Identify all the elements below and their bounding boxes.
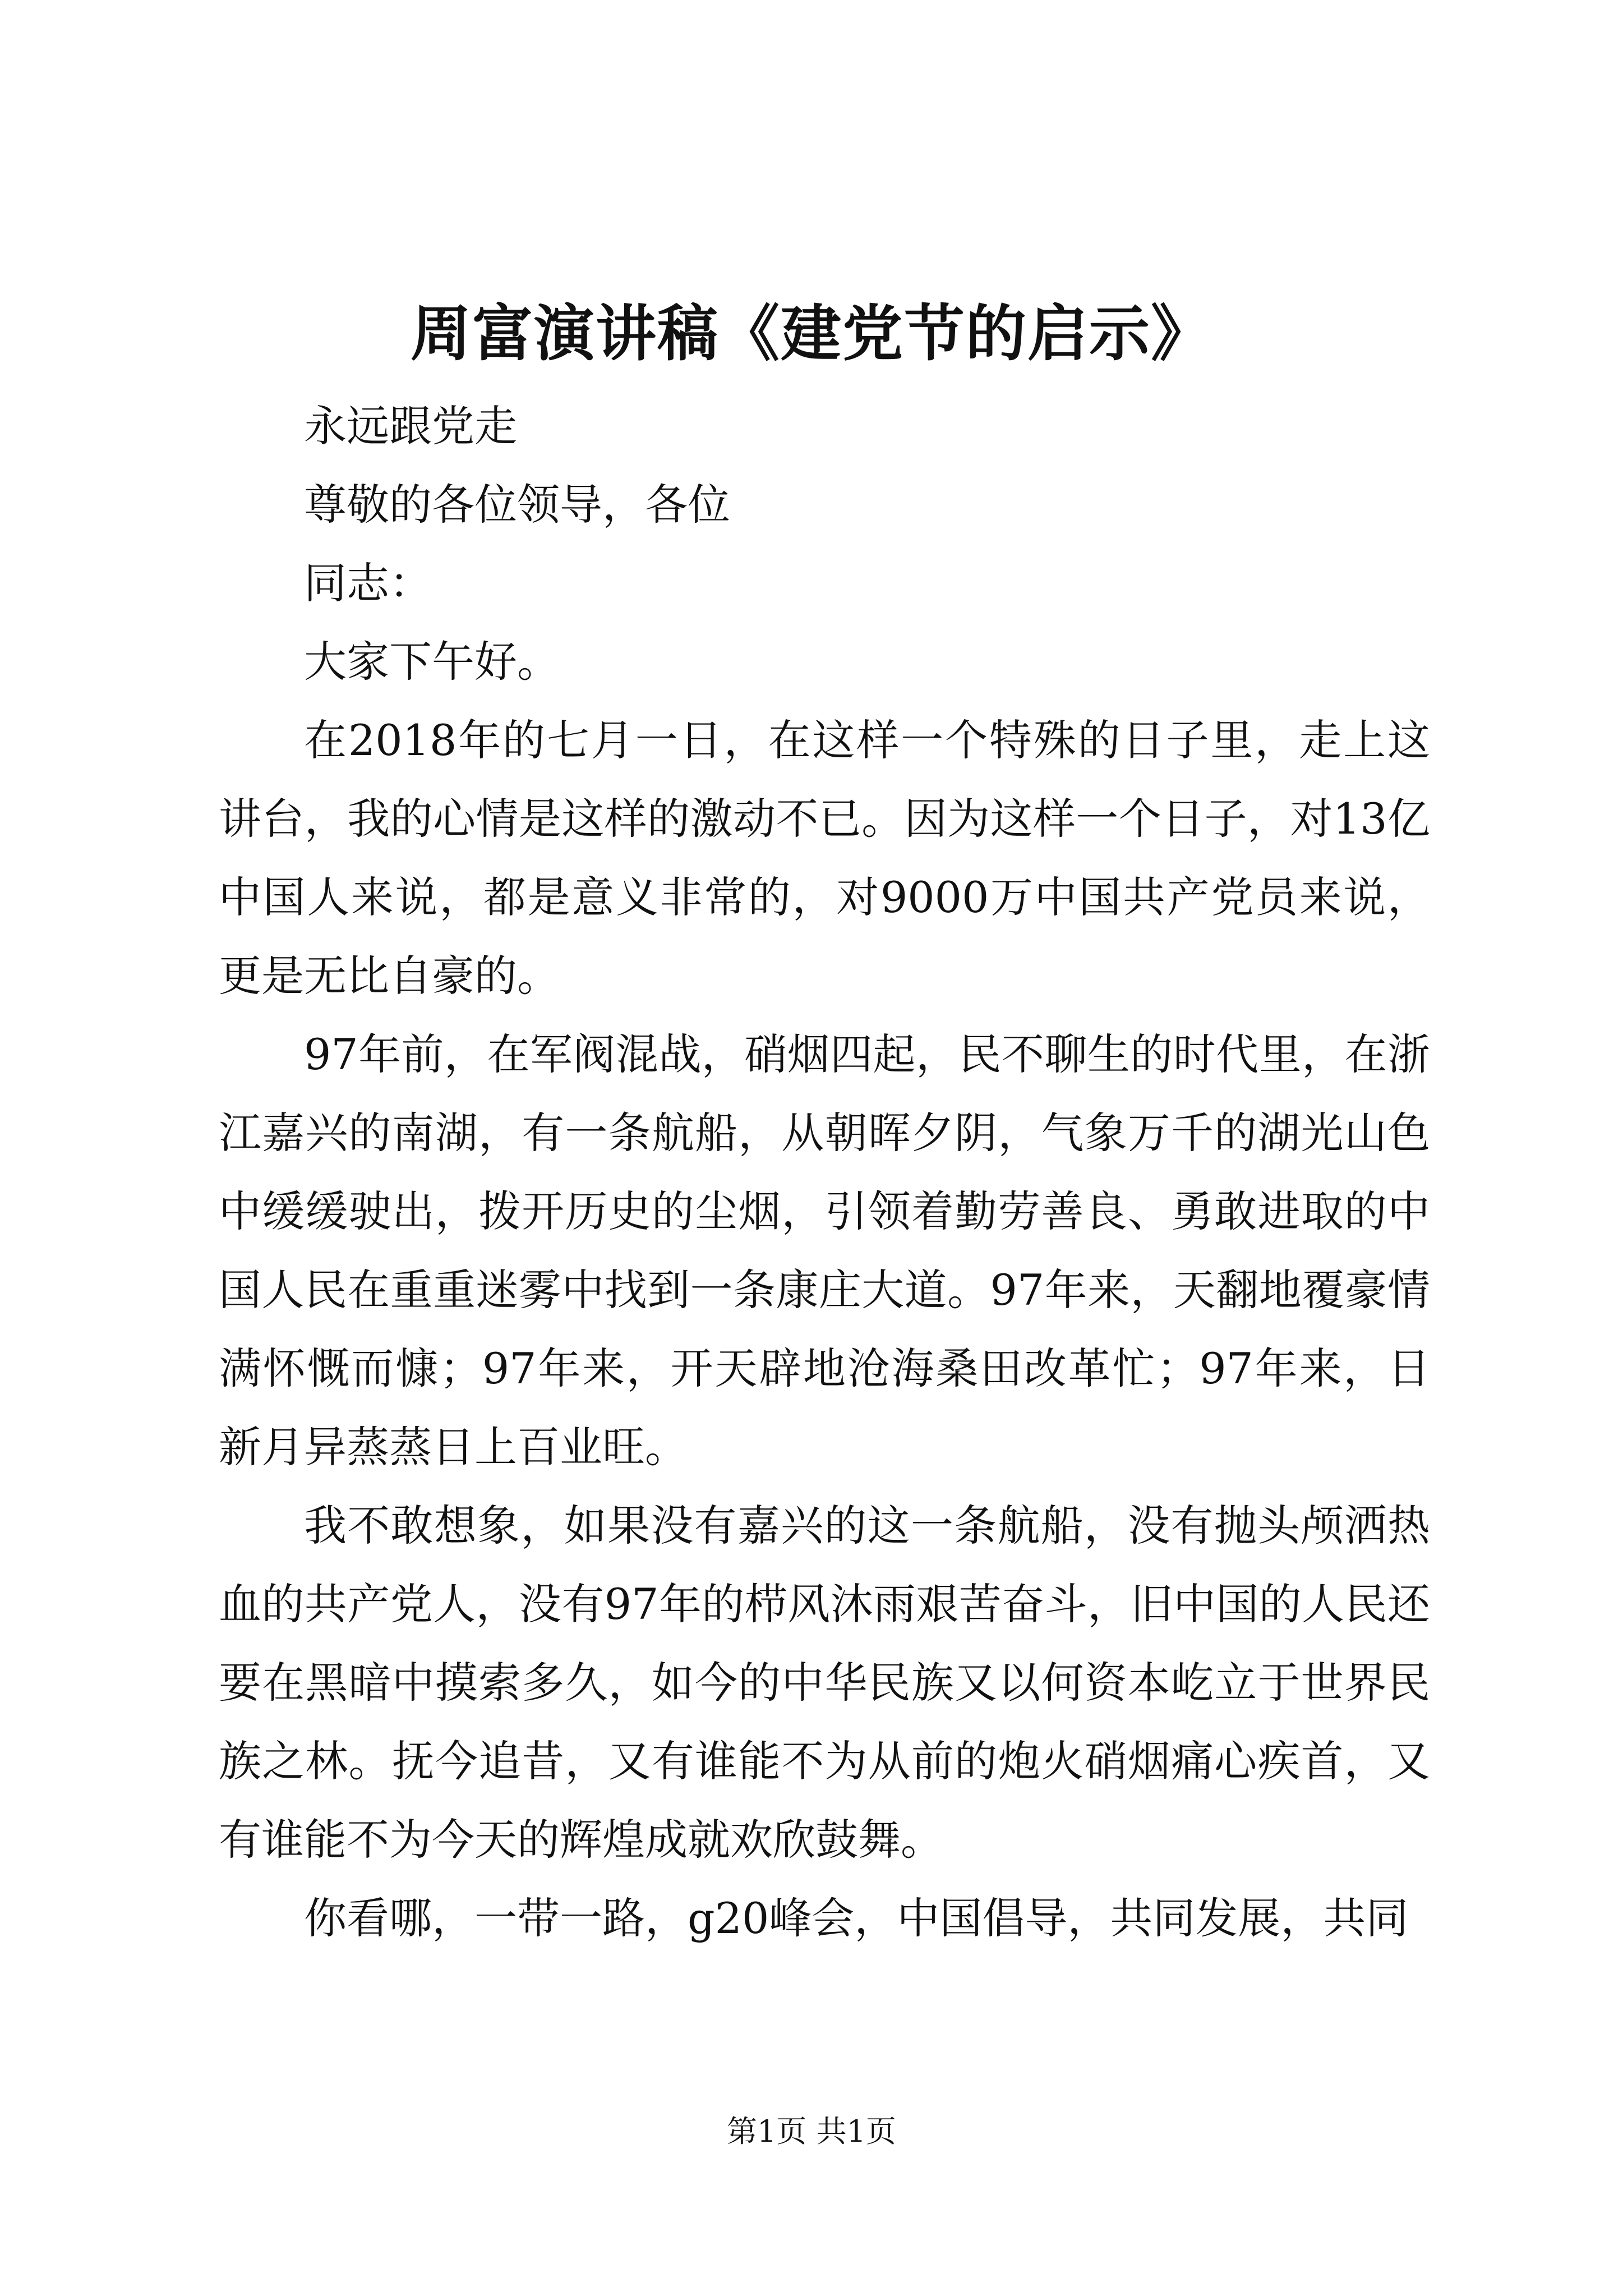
paragraph: 你看哪，一带一路，g20峰会，中国倡导，共同发展，共同 <box>304 1893 1409 1943</box>
document-title: 周富演讲稿《建党节的启示》 <box>410 298 1212 369</box>
paragraph: 大家下午好。 <box>304 637 560 687</box>
paragraph: 在2018年的七月一日，在这样一个特殊的日子里，走上这讲台，我的心情是这样的激动不已。因为这样一个日子，对13亿中国人来说，都是意义非常的，对9000万中国共产党员来说，更是无比自豪的。 <box>219 715 1430 1001</box>
paragraph: 永远跟党走 <box>304 401 517 451</box>
paragraph: 同志： <box>304 558 432 608</box>
paragraph: 尊敬的各位领导，各位 <box>304 480 730 530</box>
page-footer: 第1页 共1页 <box>727 2114 896 2149</box>
paragraph: 我不敢想象，如果没有嘉兴的这一条航船，没有抛头颅洒热血的共产党人，没有97年的栉风沐雨艰苦奋斗，旧中国的人民还要在黑暗中摸索多久，如今的中华民族又以何资本屹立于世界民族之林。抚今追昔，又有谁能不为从前的炮火硝烟痛心疾首，又有谁能不为今天的辉煌成就欢欣鼓舞。 <box>219 1501 1430 1865</box>
document-body <box>219 387 1430 1958</box>
paragraph: 97年前，在军阀混战，硝烟四起，民不聊生的时代里，在浙江嘉兴的南湖，有一条航船，从朝晖夕阴，气象万千的湖光山色中缓缓驶出，拨开历史的尘烟，引领着勤劳善良、勇敢进取的中国人民在重重迷雾中找到一条康庄大道。97年来，天翻地覆豪情满怀慨而慷；97年来，开天辟地沧海桑田改革忙；97年来，日新月异蒸蒸日上百业旺。 <box>219 1029 1430 1472</box>
